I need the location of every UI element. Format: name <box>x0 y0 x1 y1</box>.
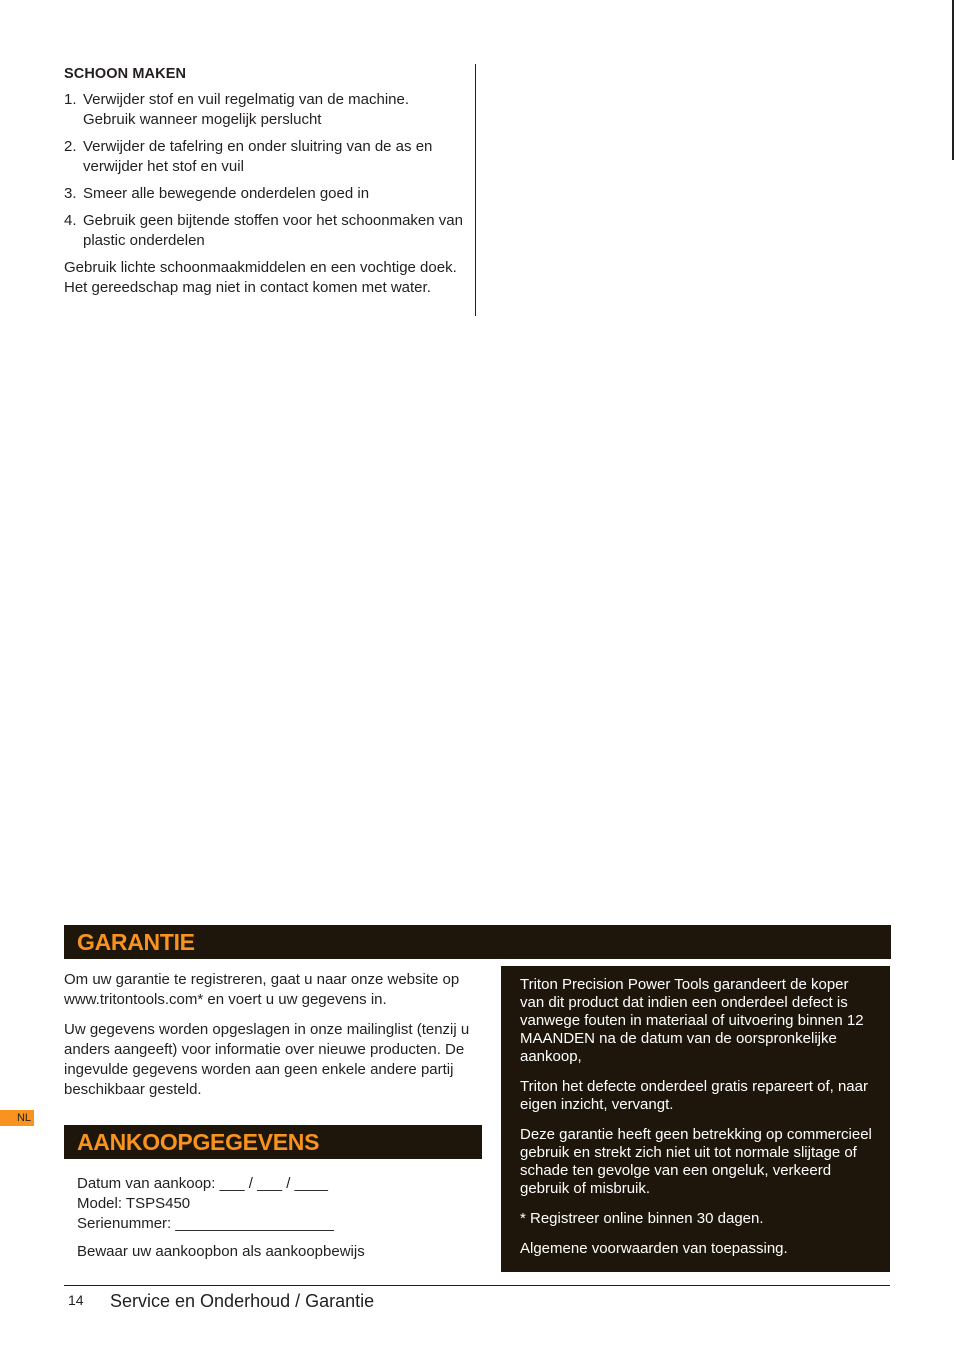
cleaning-list <box>64 90 464 251</box>
list-item-number: 4. <box>64 212 77 229</box>
warranty-title: GARANTIE <box>77 929 195 955</box>
list-item <box>64 90 464 130</box>
list-item <box>64 211 464 251</box>
purchase-details <box>77 1174 477 1262</box>
language-tab-label: NL <box>16 1112 31 1124</box>
list-item-text: Gebruik geen bijtende stoffen voor het schoonmaken van plastic onderdelen <box>83 212 463 249</box>
list-item-text: Smeer alle bewegende onderdelen goed in <box>83 185 370 202</box>
purchase-serial-line: Serienummer: ___________________ <box>77 1215 334 1232</box>
footer-title: Service en Onderhoud / Garantie <box>110 1291 375 1311</box>
terms-paragraph: Triton het defecte onderdeel gratis repareert of, naar eigen inzicht, vervangt. <box>520 1078 868 1113</box>
cleaning-note: Gebruik lichte schoonmaakmiddelen en een vochtige doek. Het gereedschap mag niet in contact komen met water. <box>64 259 457 296</box>
terms-paragraph: Triton Precision Power Tools garandeert de koper van dit product dat indien een onderdeel defect is vanwege fouten in materiaal of uitvoering binnen 12 MAANDEN na de datum van de oorspronkelijke aankoop, <box>520 976 864 1065</box>
purchase-title: AANKOOPGEGEVENS <box>77 1129 320 1155</box>
list-item-number: 2. <box>64 138 77 155</box>
list-item <box>64 184 464 204</box>
list-item-number: 1. <box>64 91 77 108</box>
cleaning-section <box>64 64 464 298</box>
column-divider <box>475 64 476 316</box>
language-tab <box>0 1110 34 1126</box>
purchase-date-line: Datum van aankoop: ___ / ___ / ____ <box>77 1175 329 1192</box>
warranty-text <box>64 970 482 1110</box>
page-number: 14 <box>68 1292 84 1308</box>
terms-paragraph: Deze garantie heeft geen betrekking op commercieel gebruik en strekt zich niet uit tot normale slijtage of schade ten gevolge van een ongeluk, verkeerd gebruik of misbruik. <box>520 1126 872 1197</box>
cleaning-title: SCHOON MAKEN <box>64 66 187 82</box>
list-item-text: Verwijder de tafelring en onder sluitring van de as en verwijder het stof en vuil <box>83 138 433 175</box>
list-item-text: Verwijder stof en vuil regelmatig van de machine. Gebruik wanneer mogelijk perslucht <box>83 91 410 128</box>
warranty-paragraph: Om uw garantie te registreren, gaat u naar onze website op www.tritontools.com* en voert u uw gegevens in. <box>64 971 460 1008</box>
purchase-model-line: Model: TSPS450 <box>77 1195 191 1212</box>
warranty-terms-box <box>501 966 890 1272</box>
terms-paragraph: Algemene voorwaarden van toepassing. <box>520 1240 788 1257</box>
list-item <box>64 137 464 177</box>
list-item-number: 3. <box>64 185 77 202</box>
warranty-header <box>64 925 891 959</box>
footer-divider <box>64 1285 890 1286</box>
purchase-header <box>64 1125 482 1159</box>
warranty-paragraph: Uw gegevens worden opgeslagen in onze mailinglist (tenzij u anders aangeeft) voor informatie over nieuwe producten. De ingevulde gegevens worden aan geen enkele andere partij beschikbaar gesteld. <box>64 1021 470 1098</box>
terms-paragraph: * Registreer online binnen 30 dagen. <box>520 1210 764 1227</box>
purchase-keep-receipt: Bewaar uw aankoopbon als aankoopbewijs <box>77 1243 365 1260</box>
